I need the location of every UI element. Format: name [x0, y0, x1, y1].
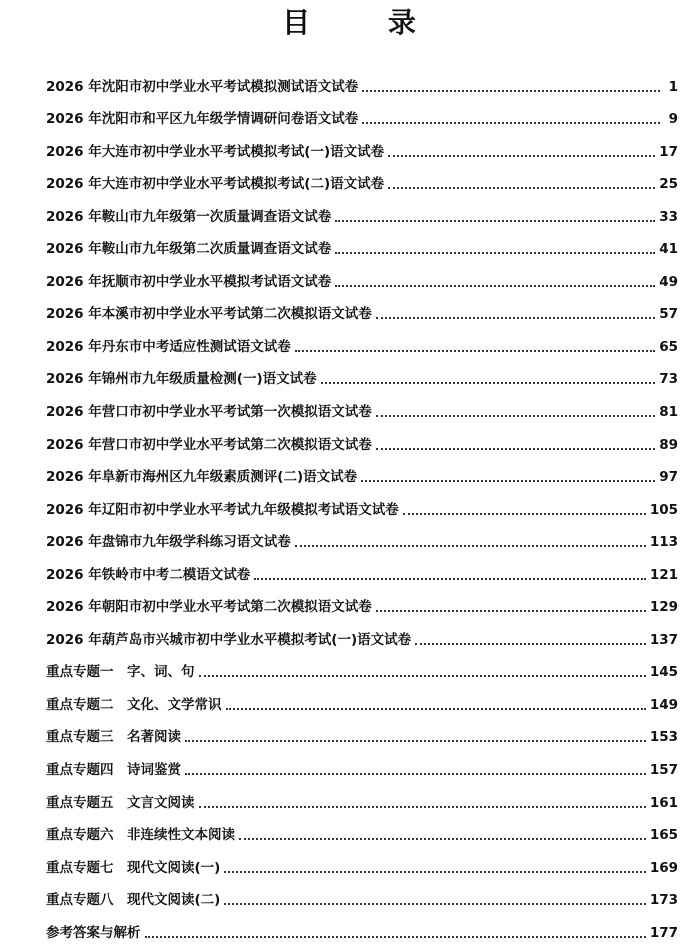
dot-leader [239, 838, 646, 840]
dot-leader [335, 220, 655, 222]
entry-page-number: 25 [659, 176, 678, 193]
entry-page-number: 1 [668, 78, 678, 95]
dot-leader [376, 610, 646, 612]
entry-title: 2026 年朝阳市初中学业水平考试第二次模拟语文试卷 [46, 599, 372, 616]
dot-leader [185, 773, 646, 775]
entry-title: 2026 年大连市初中学业水平考试模拟考试(一)语文试卷 [46, 143, 385, 160]
dot-leader [415, 643, 646, 645]
toc-entry[interactable] [0, 589, 698, 622]
dot-leader [335, 285, 655, 287]
dot-leader [362, 90, 660, 92]
entry-page-number: 65 [659, 338, 678, 355]
entry-title: 2026 年营口市初中学业水平考试第二次模拟语文试卷 [46, 436, 372, 453]
entry-page-number: 105 [649, 501, 678, 518]
entry-title: 重点专题三 名著阅读 [46, 729, 181, 746]
toc-entry[interactable] [0, 328, 698, 361]
entry-title: 2026 年营口市初中学业水平考试第一次模拟语文试卷 [46, 404, 372, 421]
dot-leader [362, 122, 660, 124]
toc-entry[interactable] [0, 686, 698, 719]
toc-entry[interactable] [0, 426, 698, 459]
toc-entry[interactable] [0, 296, 698, 329]
entry-title: 重点专题四 诗词鉴赏 [46, 762, 181, 779]
entry-page-number: 129 [649, 599, 678, 616]
entry-page-number: 157 [649, 762, 678, 779]
entry-page-number: 149 [649, 696, 678, 713]
entry-title: 重点专题八 现代文阅读(二) [46, 892, 221, 909]
entry-page-number: 41 [659, 241, 678, 258]
entry-title: 2026 年葫芦岛市兴城市初中学业水平模拟考试(一)语文试卷 [46, 631, 412, 648]
toc-entry[interactable] [0, 849, 698, 882]
entry-title: 2026 年阜新市海州区九年级素质测评(二)语文试卷 [46, 469, 358, 486]
dot-leader [224, 871, 645, 873]
entry-page-number: 73 [659, 371, 678, 388]
entry-title: 重点专题六 非连续性文本阅读 [46, 827, 235, 844]
entry-page-number: 145 [649, 664, 678, 681]
toc-entry[interactable] [0, 817, 698, 850]
dot-leader [321, 382, 656, 384]
entry-page-number: 137 [649, 631, 678, 648]
dot-leader [388, 187, 655, 189]
toc-entry[interactable] [0, 784, 698, 817]
entry-title: 2026 年鞍山市九年级第二次质量调查语文试卷 [46, 241, 332, 258]
entry-page-number: 161 [649, 794, 678, 811]
entry-page-number: 121 [649, 566, 678, 583]
dot-leader [335, 252, 655, 254]
toc-entry[interactable] [0, 556, 698, 589]
toc-entry[interactable] [0, 882, 698, 915]
toc-entry[interactable] [0, 751, 698, 784]
toc-entry[interactable] [0, 654, 698, 687]
dot-leader [145, 936, 646, 938]
dot-leader [185, 740, 646, 742]
entry-page-number: 89 [659, 436, 678, 453]
entry-title: 重点专题一 字、词、句 [46, 664, 195, 681]
entry-page-number: 97 [659, 469, 678, 486]
toc-entry[interactable] [0, 198, 698, 231]
toc-entry[interactable] [0, 524, 698, 557]
page-title: 目 录 [282, 6, 450, 39]
entry-page-number: 49 [659, 273, 678, 290]
dot-leader [295, 350, 655, 352]
entry-title: 2026 年铁岭市中考二模语文试卷 [46, 566, 251, 583]
entry-page-number: 57 [659, 306, 678, 323]
entry-title: 2026 年抚顺市初中学业水平模拟考试语文试卷 [46, 273, 332, 290]
dot-leader [226, 708, 646, 710]
dot-leader [295, 545, 646, 547]
toc-entry[interactable] [0, 68, 698, 101]
entry-title: 2026 年大连市初中学业水平考试模拟考试(二)语文试卷 [46, 176, 385, 193]
toc-entry[interactable] [0, 459, 698, 492]
dot-leader [376, 448, 655, 450]
entry-title: 2026 年锦州市九年级质量检测(一)语文试卷 [46, 371, 317, 388]
dot-leader [388, 155, 655, 157]
toc-entry[interactable] [0, 263, 698, 296]
entry-title: 2026 年沈阳市和平区九年级学情调研问卷语文试卷 [46, 111, 359, 128]
dot-leader [224, 903, 645, 905]
dot-leader [199, 675, 646, 677]
toc-list [0, 68, 698, 947]
entry-title: 重点专题五 文言文阅读 [46, 794, 195, 811]
toc-entry[interactable] [0, 491, 698, 524]
toc-entry[interactable] [0, 166, 698, 199]
entry-page-number: 153 [649, 729, 678, 746]
entry-page-number: 17 [659, 143, 678, 160]
dot-leader [403, 513, 646, 515]
entry-title: 2026 年丹东市中考适应性测试语文试卷 [46, 338, 291, 355]
entry-page-number: 173 [649, 892, 678, 909]
dot-leader [376, 317, 655, 319]
entry-page-number: 33 [659, 208, 678, 225]
entry-title: 参考答案与解析 [46, 924, 141, 941]
entry-title: 2026 年鞍山市九年级第一次质量调查语文试卷 [46, 208, 332, 225]
entry-page-number: 169 [649, 859, 678, 876]
dot-leader [376, 415, 655, 417]
toc-entry[interactable] [0, 719, 698, 752]
dot-leader [254, 578, 646, 580]
entry-title: 2026 年辽阳市初中学业水平考试九年级模拟考试语文试卷 [46, 501, 399, 518]
toc-entry[interactable] [0, 231, 698, 264]
dot-leader [199, 806, 646, 808]
entry-title: 重点专题二 文化、文学常识 [46, 696, 222, 713]
toc-entry[interactable] [0, 393, 698, 426]
toc-entry[interactable] [0, 133, 698, 166]
toc-entry[interactable] [0, 101, 698, 134]
entry-page-number: 177 [649, 924, 678, 941]
entry-page-number: 9 [668, 111, 678, 128]
entry-page-number: 113 [649, 534, 678, 551]
toc-entry[interactable] [0, 621, 698, 654]
dot-leader [361, 480, 655, 482]
entry-title: 2026 年本溪市初中学业水平考试第二次模拟语文试卷 [46, 306, 372, 323]
entry-title: 2026 年盘锦市九年级学科练习语文试卷 [46, 534, 291, 551]
entry-page-number: 165 [649, 827, 678, 844]
entry-page-number: 81 [659, 404, 678, 421]
entry-title: 2026 年沈阳市初中学业水平考试模拟测试语文试卷 [46, 78, 359, 95]
toc-entry[interactable] [0, 361, 698, 394]
entry-title: 重点专题七 现代文阅读(一) [46, 859, 221, 876]
